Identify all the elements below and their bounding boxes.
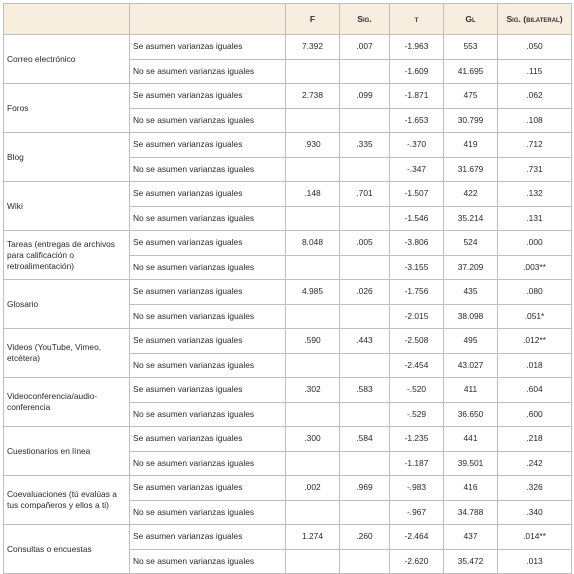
group-name: Correo electrónico xyxy=(4,35,130,84)
table-row xyxy=(4,280,572,305)
value-sig-bilateral: .012** xyxy=(498,329,572,354)
value-sig-bilateral: .712 xyxy=(498,133,572,158)
value-gl: 31.679 xyxy=(444,157,498,182)
value-t: -3.155 xyxy=(390,255,444,280)
value-t: -1.871 xyxy=(390,84,444,109)
value-gl: 34.788 xyxy=(444,500,498,525)
value-t: -1.546 xyxy=(390,206,444,231)
value-sig xyxy=(340,500,390,525)
value-sig-bilateral: .604 xyxy=(498,378,572,403)
value-t: -.370 xyxy=(390,133,444,158)
value-gl: 441 xyxy=(444,427,498,452)
value-sig-bilateral: .080 xyxy=(498,280,572,305)
table-header xyxy=(4,4,572,35)
value-sig: .099 xyxy=(340,84,390,109)
row-label: No se asumen varianzas iguales xyxy=(130,304,286,329)
header-sig: Sig. xyxy=(340,4,390,35)
header-t: t xyxy=(390,4,444,35)
value-f: .002 xyxy=(286,476,340,501)
header-label xyxy=(130,4,286,35)
value-sig-bilateral: .600 xyxy=(498,402,572,427)
row-label: No se asumen varianzas iguales xyxy=(130,402,286,427)
group-name: Consultas o encuestas xyxy=(4,525,130,574)
row-label: No se asumen varianzas iguales xyxy=(130,549,286,574)
value-t: -.983 xyxy=(390,476,444,501)
value-gl: 422 xyxy=(444,182,498,207)
value-t: -3.806 xyxy=(390,231,444,256)
value-gl: 419 xyxy=(444,133,498,158)
row-label: No se asumen varianzas iguales xyxy=(130,451,286,476)
value-gl: 35.214 xyxy=(444,206,498,231)
row-label: No se asumen varianzas iguales xyxy=(130,255,286,280)
value-f: 7.392 xyxy=(286,35,340,60)
table-row xyxy=(4,329,572,354)
value-sig: .969 xyxy=(340,476,390,501)
value-f: .302 xyxy=(286,378,340,403)
header-gl: Gl xyxy=(444,4,498,35)
value-f: .930 xyxy=(286,133,340,158)
row-label: No se asumen varianzas iguales xyxy=(130,157,286,182)
row-label: No se asumen varianzas iguales xyxy=(130,206,286,231)
group-name: Videoconferencia/audio-conferencia xyxy=(4,378,130,427)
value-gl: 416 xyxy=(444,476,498,501)
group-name: Videos (YouTube, Vimeo, etcétera) xyxy=(4,329,130,378)
row-label: Se asumen varianzas iguales xyxy=(130,280,286,305)
group-name: Foros xyxy=(4,84,130,133)
value-gl: 38.098 xyxy=(444,304,498,329)
value-sig: .026 xyxy=(340,280,390,305)
value-sig-bilateral: .051* xyxy=(498,304,572,329)
value-t: -2.454 xyxy=(390,353,444,378)
value-f: 1.274 xyxy=(286,525,340,550)
table-body xyxy=(4,35,572,574)
row-label: No se asumen varianzas iguales xyxy=(130,59,286,84)
value-sig xyxy=(340,304,390,329)
value-gl: 39.501 xyxy=(444,451,498,476)
value-f xyxy=(286,206,340,231)
row-label: Se asumen varianzas iguales xyxy=(130,329,286,354)
value-sig: .443 xyxy=(340,329,390,354)
results-table xyxy=(3,3,572,574)
value-sig xyxy=(340,206,390,231)
value-gl: 437 xyxy=(444,525,498,550)
value-f: 2.738 xyxy=(286,84,340,109)
value-sig xyxy=(340,451,390,476)
value-sig-bilateral: .000 xyxy=(498,231,572,256)
table-row xyxy=(4,427,572,452)
value-f xyxy=(286,353,340,378)
header-sig-bilateral: Sig. (bilateral) xyxy=(498,4,572,35)
value-sig xyxy=(340,59,390,84)
group-name: Coevaluaciones (tú evalúas a tus compañeros y ellos a ti) xyxy=(4,476,130,525)
table-row xyxy=(4,476,572,501)
value-gl: 475 xyxy=(444,84,498,109)
value-t: -1.235 xyxy=(390,427,444,452)
table-row xyxy=(4,84,572,109)
value-f: 8.048 xyxy=(286,231,340,256)
group-name: Glosario xyxy=(4,280,130,329)
header-group xyxy=(4,4,130,35)
value-t: -1.609 xyxy=(390,59,444,84)
value-sig-bilateral: .242 xyxy=(498,451,572,476)
value-gl: 524 xyxy=(444,231,498,256)
value-f: .590 xyxy=(286,329,340,354)
value-f: .300 xyxy=(286,427,340,452)
value-sig-bilateral: .131 xyxy=(498,206,572,231)
value-sig: .584 xyxy=(340,427,390,452)
value-t: -2.620 xyxy=(390,549,444,574)
value-sig-bilateral: .014** xyxy=(498,525,572,550)
group-name: Blog xyxy=(4,133,130,182)
value-sig: .260 xyxy=(340,525,390,550)
value-t: -2.508 xyxy=(390,329,444,354)
value-f xyxy=(286,304,340,329)
value-gl: 30.799 xyxy=(444,108,498,133)
row-label: Se asumen varianzas iguales xyxy=(130,84,286,109)
row-label: No se asumen varianzas iguales xyxy=(130,108,286,133)
value-gl: 41.695 xyxy=(444,59,498,84)
value-sig-bilateral: .218 xyxy=(498,427,572,452)
table-row xyxy=(4,182,572,207)
value-t: -.347 xyxy=(390,157,444,182)
value-gl: 43.027 xyxy=(444,353,498,378)
value-sig xyxy=(340,108,390,133)
value-t: -2.464 xyxy=(390,525,444,550)
value-t: -1.507 xyxy=(390,182,444,207)
value-sig: .335 xyxy=(340,133,390,158)
value-sig xyxy=(340,402,390,427)
row-label: Se asumen varianzas iguales xyxy=(130,427,286,452)
value-sig-bilateral: .108 xyxy=(498,108,572,133)
value-gl: 495 xyxy=(444,329,498,354)
value-sig: .583 xyxy=(340,378,390,403)
value-sig-bilateral: .731 xyxy=(498,157,572,182)
value-gl: 553 xyxy=(444,35,498,60)
group-name: Wiki xyxy=(4,182,130,231)
row-label: Se asumen varianzas iguales xyxy=(130,476,286,501)
value-sig: .005 xyxy=(340,231,390,256)
value-f: 4.985 xyxy=(286,280,340,305)
value-gl: 35.472 xyxy=(444,549,498,574)
value-sig-bilateral: .013 xyxy=(498,549,572,574)
value-t: -.520 xyxy=(390,378,444,403)
value-sig-bilateral: .115 xyxy=(498,59,572,84)
value-t: -.967 xyxy=(390,500,444,525)
value-sig xyxy=(340,255,390,280)
row-label: Se asumen varianzas iguales xyxy=(130,525,286,550)
value-gl: 36.650 xyxy=(444,402,498,427)
table-row xyxy=(4,378,572,403)
row-label: No se asumen varianzas iguales xyxy=(130,500,286,525)
value-f xyxy=(286,402,340,427)
value-sig-bilateral: .326 xyxy=(498,476,572,501)
value-sig-bilateral: .050 xyxy=(498,35,572,60)
value-sig: .007 xyxy=(340,35,390,60)
value-t: -2.015 xyxy=(390,304,444,329)
header-f: F xyxy=(286,4,340,35)
value-sig xyxy=(340,353,390,378)
row-label: Se asumen varianzas iguales xyxy=(130,35,286,60)
value-f xyxy=(286,451,340,476)
value-f xyxy=(286,500,340,525)
value-gl: 435 xyxy=(444,280,498,305)
value-t: -1.963 xyxy=(390,35,444,60)
value-sig-bilateral: .062 xyxy=(498,84,572,109)
value-t: -1.187 xyxy=(390,451,444,476)
table-row xyxy=(4,35,572,60)
table-row xyxy=(4,231,572,256)
value-f xyxy=(286,157,340,182)
table-row xyxy=(4,525,572,550)
group-name: Tareas (entregas de archivos para calificación o retroalimentación) xyxy=(4,231,130,280)
value-f xyxy=(286,108,340,133)
value-sig xyxy=(340,157,390,182)
table-row xyxy=(4,133,572,158)
row-label: Se asumen varianzas iguales xyxy=(130,378,286,403)
value-sig-bilateral: .003** xyxy=(498,255,572,280)
row-label: No se asumen varianzas iguales xyxy=(130,353,286,378)
value-sig-bilateral: .340 xyxy=(498,500,572,525)
value-gl: 37.209 xyxy=(444,255,498,280)
group-name: Cuestionarios en línea xyxy=(4,427,130,476)
row-label: Se asumen varianzas iguales xyxy=(130,231,286,256)
row-label: Se asumen varianzas iguales xyxy=(130,182,286,207)
value-t: -1.756 xyxy=(390,280,444,305)
value-gl: 411 xyxy=(444,378,498,403)
value-t: -.529 xyxy=(390,402,444,427)
value-f: .148 xyxy=(286,182,340,207)
value-sig-bilateral: .132 xyxy=(498,182,572,207)
value-sig-bilateral: .018 xyxy=(498,353,572,378)
row-label: Se asumen varianzas iguales xyxy=(130,133,286,158)
value-t: -1.653 xyxy=(390,108,444,133)
value-f xyxy=(286,59,340,84)
value-f xyxy=(286,255,340,280)
value-sig: .701 xyxy=(340,182,390,207)
